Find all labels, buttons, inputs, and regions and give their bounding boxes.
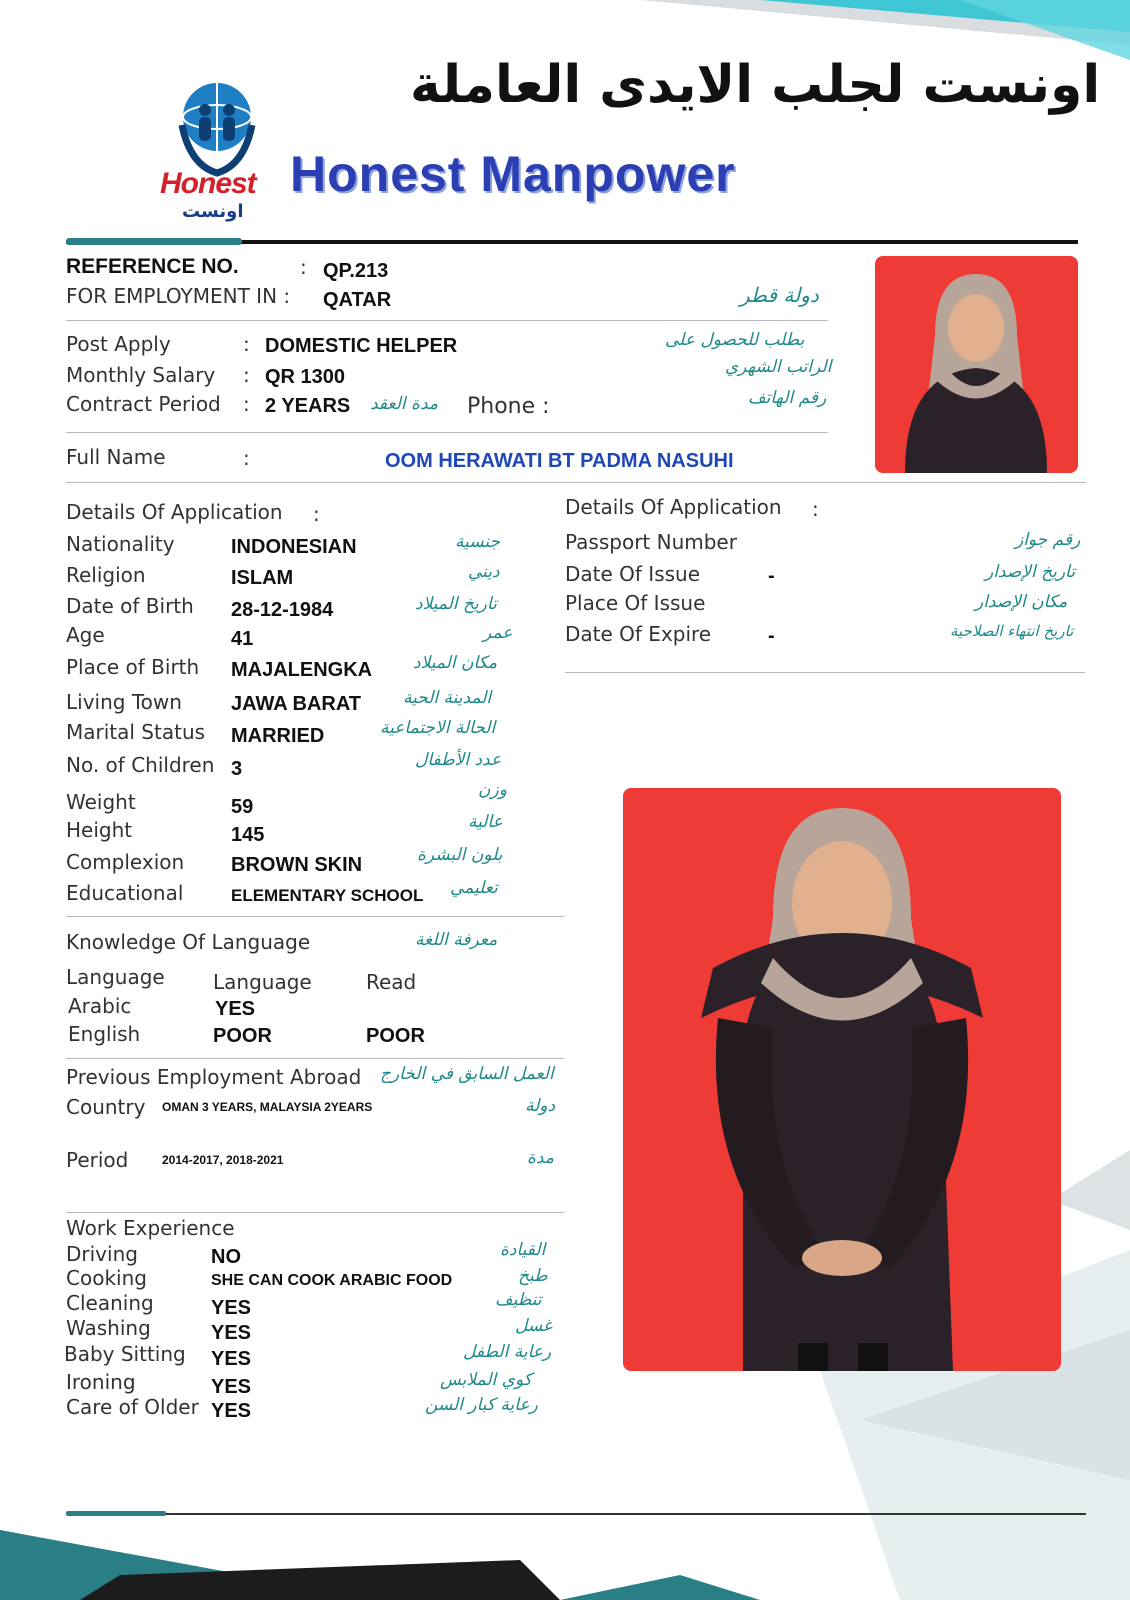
children-value: 3 (231, 758, 243, 780)
language-col-1: Language (66, 965, 165, 989)
issue-date-label: Date Of Issue (565, 562, 701, 586)
previous-title-arabic: العمل السابق في الخارج (380, 1064, 554, 1084)
company-logo (160, 55, 270, 225)
fullname-colon: : (243, 446, 250, 470)
education-label: Educational (66, 881, 184, 905)
marital-arabic: الحالة الاجتماعية (380, 718, 496, 738)
employment-value: QATAR (323, 289, 392, 311)
post-arabic-2: الراتب الشهري (725, 357, 832, 377)
employment-label: FOR EMPLOYMENT IN : (66, 284, 291, 308)
ironing-value: YES (211, 1376, 252, 1398)
applicant-photo-large (623, 788, 1061, 1371)
complexion-value: BROWN SKIN (231, 854, 363, 876)
nationality-arabic: جنسية (455, 532, 501, 552)
contract-colon: : (243, 392, 250, 416)
logo-arabic: اونست (182, 201, 244, 222)
language-col-3: Read (366, 970, 417, 994)
care-older-value: YES (211, 1400, 252, 1422)
weight-arabic: وزن (478, 780, 507, 800)
dob-label: Date of Birth (66, 594, 194, 618)
issue-place-label: Place Of Issue (565, 591, 706, 615)
passport-arabic: رقم جواز (1015, 530, 1081, 550)
previous-country-label: Country (66, 1095, 146, 1119)
header-rule-accent (66, 238, 242, 245)
passport-label: Passport Number (565, 530, 737, 554)
language-value-a: YES (215, 998, 256, 1020)
language-value-a: POOR (213, 1025, 272, 1047)
pob-arabic: مكان الميلاد (413, 653, 498, 673)
marital-label: Marital Status (66, 720, 206, 744)
previous-period-arabic: مدة (527, 1148, 554, 1168)
language-name: English (68, 1022, 141, 1046)
town-value: JAWA BARAT (231, 693, 361, 715)
cleaning-label: Cleaning (66, 1291, 154, 1315)
marital-value: MARRIED (231, 725, 325, 747)
complexion-arabic: بلون البشرة (417, 845, 503, 865)
previous-country-value: OMAN 3 YEARS, MALAYSIA 2YEARS (162, 1100, 373, 1114)
details-right-colon: : (812, 497, 819, 521)
footer-rule (66, 1513, 1086, 1515)
divider (565, 672, 1085, 673)
reference-label: REFERENCE NO. (66, 255, 239, 278)
dob-value: 28-12-1984 (231, 599, 334, 621)
town-label: Living Town (66, 690, 182, 714)
ironing-label: Ironing (66, 1370, 136, 1394)
nationality-label: Nationality (66, 532, 175, 556)
country-arabic: دولة قطر (740, 283, 819, 307)
language-col-2: Language (213, 970, 312, 994)
care-older-arabic: رعاية كبار السن (425, 1395, 538, 1415)
logo-text: Honest (160, 167, 256, 200)
town-arabic: المدينة الحية (403, 688, 492, 708)
complexion-label: Complexion (66, 850, 185, 874)
post-colon: : (243, 332, 250, 356)
reference-colon: : (300, 255, 307, 279)
salary-label: Monthly Salary (66, 363, 216, 387)
education-value: ELEMENTARY SCHOOL (231, 886, 424, 905)
divider (66, 320, 828, 321)
age-arabic: عمر (483, 623, 513, 643)
work-title: Work Experience (66, 1216, 235, 1240)
driving-arabic: القيادة (500, 1240, 546, 1260)
nationality-value: INDONESIAN (231, 536, 357, 558)
language-title: Knowledge Of Language (66, 930, 311, 954)
contract-arabic: مدة العقد (370, 394, 438, 414)
issue-place-arabic: مكان الإصدار (975, 592, 1068, 612)
education-arabic: تعليمي (450, 878, 498, 898)
children-arabic: عدد الأطفال (415, 750, 502, 770)
cooking-arabic: طبخ (518, 1266, 548, 1286)
post-label: Post Apply (66, 332, 171, 356)
divider (66, 1212, 564, 1213)
expire-value: - (768, 625, 775, 647)
language-title-arabic: معرفة اللغة (415, 930, 498, 950)
language-name: Arabic (68, 994, 132, 1018)
issue-date-value: - (768, 565, 775, 587)
post-arabic-1: بطلب للحصول على (665, 330, 805, 350)
age-label: Age (66, 623, 105, 647)
height-label: Height (66, 818, 133, 842)
dob-arabic: تاريخ الميلاد (415, 594, 497, 614)
phone-label: Phone : (467, 394, 550, 419)
salary-value: QR 1300 (265, 366, 346, 388)
washing-arabic: غسل (515, 1316, 552, 1336)
cleaning-arabic: تنظيف (495, 1290, 542, 1310)
cooking-value: SHE CAN COOK ARABIC FOOD (211, 1272, 453, 1289)
issue-date-arabic: تاريخ الإصدار (985, 562, 1075, 582)
washing-label: Washing (66, 1316, 151, 1340)
language-value-b: POOR (366, 1025, 425, 1047)
details-right-title: Details Of Application (565, 495, 782, 519)
previous-period-label: Period (66, 1148, 129, 1172)
salary-colon: : (243, 363, 250, 387)
applicant-photo-small (875, 256, 1078, 473)
washing-value: YES (211, 1322, 252, 1344)
contract-value: 2 YEARS (265, 395, 351, 417)
reference-value: QP.213 (323, 260, 389, 282)
footer-rule-accent (66, 1511, 166, 1516)
previous-period-value: 2014-2017, 2018-2021 (162, 1153, 284, 1167)
cleaning-value: YES (211, 1297, 252, 1319)
post-value: DOMESTIC HELPER (265, 335, 458, 357)
care-older-label: Care of Older (66, 1395, 199, 1419)
details-left-colon: : (313, 502, 320, 526)
children-label: No. of Children (66, 753, 215, 777)
religion-arabic: ديني (468, 562, 500, 582)
details-left-title: Details Of Application (66, 500, 283, 524)
babysitting-label: Baby Sitting (64, 1342, 186, 1366)
divider (66, 482, 1086, 483)
height-value: 145 (231, 824, 265, 846)
previous-country-arabic: دولة (525, 1096, 556, 1116)
babysitting-arabic: رعاية الطفل (463, 1342, 552, 1362)
arabic-title: اونست لجلب الايدى العاملة (410, 55, 1101, 115)
pob-label: Place of Birth (66, 655, 200, 679)
cooking-label: Cooking (66, 1266, 147, 1290)
religion-label: Religion (66, 563, 146, 587)
expire-label: Date Of Expire (565, 622, 712, 646)
weight-value: 59 (231, 796, 254, 818)
english-title: Honest Manpower (290, 146, 736, 202)
ironing-arabic: كوي الملابس (440, 1370, 532, 1390)
post-arabic-3: رقم الهاتف (748, 388, 827, 408)
driving-label: Driving (66, 1242, 138, 1266)
driving-value: NO (211, 1246, 241, 1268)
contract-label: Contract Period (66, 392, 221, 416)
divider (66, 1058, 564, 1059)
pob-value: MAJALENGKA (231, 659, 373, 681)
previous-title: Previous Employment Abroad (66, 1065, 362, 1089)
fullname-label: Full Name (66, 445, 166, 469)
fullname-value: OOM HERAWATI BT PADMA NASUHI (385, 450, 734, 472)
babysitting-value: YES (211, 1348, 252, 1370)
religion-value: ISLAM (231, 567, 294, 589)
divider (66, 432, 828, 433)
height-arabic: عالية (468, 812, 503, 832)
age-value: 41 (231, 628, 254, 650)
weight-label: Weight (66, 790, 136, 814)
divider (66, 916, 564, 917)
expire-arabic: تاريخ انتهاء الصلاحية (950, 622, 1074, 640)
